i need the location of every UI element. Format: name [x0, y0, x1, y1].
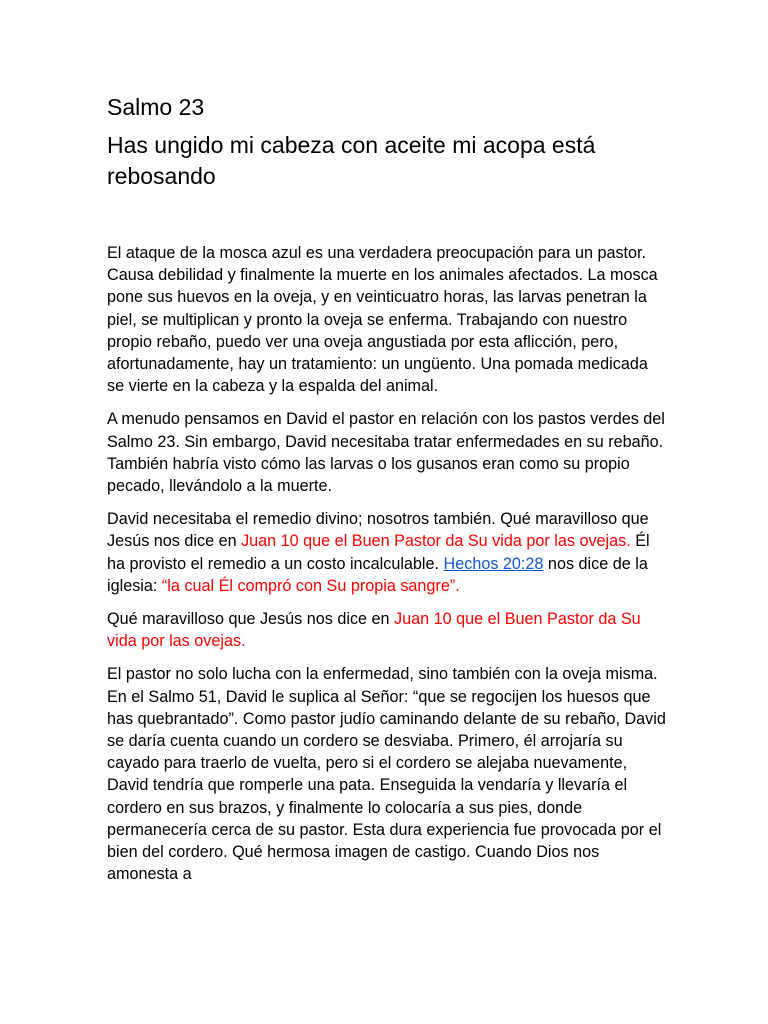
- hechos-20-28-link[interactable]: Hechos 20:28: [443, 554, 544, 573]
- scripture-quote-juan-10: Juan 10 que el Buen Pastor da Su vida por las ovejas.: [241, 532, 631, 551]
- paragraph-shepherd-struggle: El pastor no solo lucha con la enfermedad, sino también con la oveja misma. En el Salmo 51, David le suplica al Señor: “que se regocijen los huesos que has quebrantado”. Como pastor judío caminando delante de su rebaño, David se daría cuenta cuando un cordero se desviaba. Primero, él arrojaría su cayado para traerlo de vuelta, pero si el cordero se alejaba nuevamente, David tendría que romperle una pata. Enseguida la vendaría y llevaría el cordero en sus brazos, y finalmente lo colocaría a sus pies, donde permanecería cerca de su pastor. Esta dura experiencia fue provocada por el bien del cordero. Qué hermosa imagen de castigo. Cuando Dios nos amonesta a: [107, 665, 666, 884]
- scripture-quote-juan-10: Juan 10 que el Buen Pastor da Su vida por las ovejas.: [107, 610, 641, 651]
- paragraph-text: David necesitaba el remedio divino; nosotros también. Qué maravilloso que Jesús nos dice en: [107, 510, 649, 551]
- paragraph-blowfly: El ataque de la mosca azul es una verdadera preocupación para un pastor. Causa debilidad y finalmente la muerte en los animales afectados. La mosca pone sus huevos en la oveja, y en veinticuatro horas, las larvas penetran la piel, se multiplican y pronto la oveja se enferma. Trabajando con nuestro propio rebaño, puedo ver una oveja angustiada por esta aflicción, pero, afortunadamente, hay un tratamiento: un ungüento. Una pomada medicada se vierte en la cabeza y la espalda del animal.: [107, 244, 658, 396]
- paragraph-text: Él ha provisto el remedio a un costo incalculable.: [107, 532, 650, 573]
- document-heading: Salmo 23: [107, 94, 205, 120]
- paragraph-divine-remedy: [107, 508, 668, 597]
- scripture-quote-hechos: “la cual Él compró con Su propia sangre”.: [161, 576, 460, 595]
- paragraph-good-shepherd: [107, 608, 668, 652]
- paragraph-text: Qué maravilloso que Jesús nos dice en: [107, 610, 395, 629]
- paragraph-text: nos dice de la iglesia:: [107, 554, 648, 595]
- document-title: Has ungido mi cabeza con aceite mi acopa está rebosando: [107, 132, 596, 189]
- paragraph-david-pastor: A menudo pensamos en David el pastor en relación con los pastos verdes del Salmo 23. Sin embargo, David necesitaba tratar enfermedades en su rebaño. También habría visto cómo las larvas o los gusanos eran como su propio pecado, llevándolo a la muerte.: [107, 410, 665, 496]
